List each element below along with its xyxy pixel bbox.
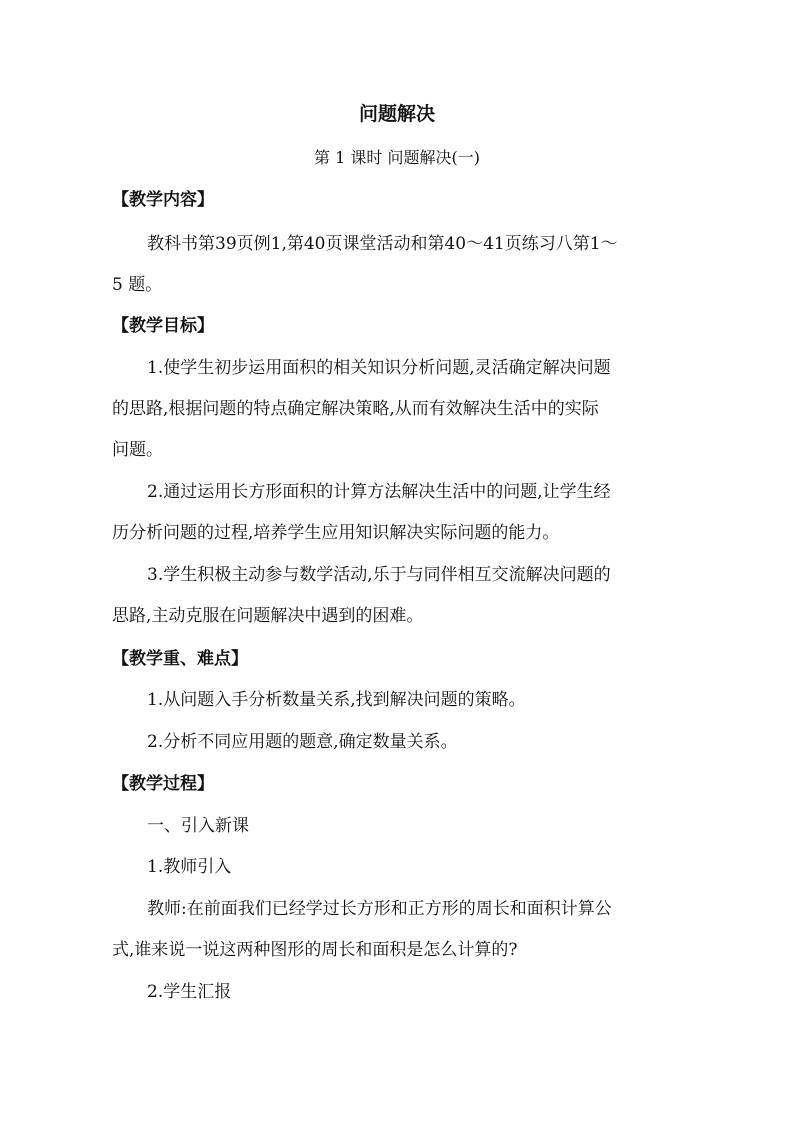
- section-heading-process: 【教学过程】: [112, 774, 214, 794]
- paragraph-line: 问题。: [112, 440, 163, 460]
- paragraph-line: 3.学生积极主动参与数学活动,乐于与同伴相互交流解决问题的: [147, 565, 611, 585]
- paragraph-line: 2.分析不同应用题的题意,确定数量关系。: [147, 732, 458, 752]
- paragraph-line: 1.使学生初步运用面积的相关知识分析问题,灵活确定解决问题: [147, 358, 611, 378]
- paragraph-line: 的思路,根据问题的特点确定解决策略,从而有效解决生活中的实际: [112, 399, 599, 419]
- paragraph-line: 思路,主动克服在问题解决中遇到的困难。: [112, 606, 424, 626]
- paragraph-line: 2.学生汇报: [147, 982, 232, 1002]
- document-title: 问题解决: [358, 103, 435, 125]
- paragraph-line: 1.从问题入手分析数量关系,找到解决问题的策略。: [147, 690, 526, 710]
- section-heading-key-points: 【教学重、难点】: [112, 649, 248, 669]
- section-heading-content: 【教学内容】: [112, 190, 214, 210]
- paragraph-line: 式,谁来说一说这两种图形的周长和面积是怎么计算的?: [112, 940, 518, 960]
- paragraph-line: 2.通过运用长方形面积的计算方法解决生活中的问题,让学生经: [147, 482, 611, 502]
- lesson-subtitle: 第 1 课时 问题解决(一): [314, 148, 480, 167]
- paragraph-line: 教科书第39页例1,第40页课堂活动和第40～41页练习八第1～: [147, 234, 618, 254]
- paragraph-line: 教师:在前面我们已经学过长方形和正方形的周长和面积计算公: [147, 899, 612, 919]
- paragraph-line: 一、引入新课: [147, 816, 249, 836]
- paragraph-line: 历分析问题的过程,培养学生应用知识解决实际问题的能力。: [112, 523, 560, 543]
- paragraph-line: 1.教师引入: [147, 857, 232, 877]
- paragraph-line: 5 题。: [112, 275, 163, 295]
- section-heading-goals: 【教学目标】: [112, 316, 214, 336]
